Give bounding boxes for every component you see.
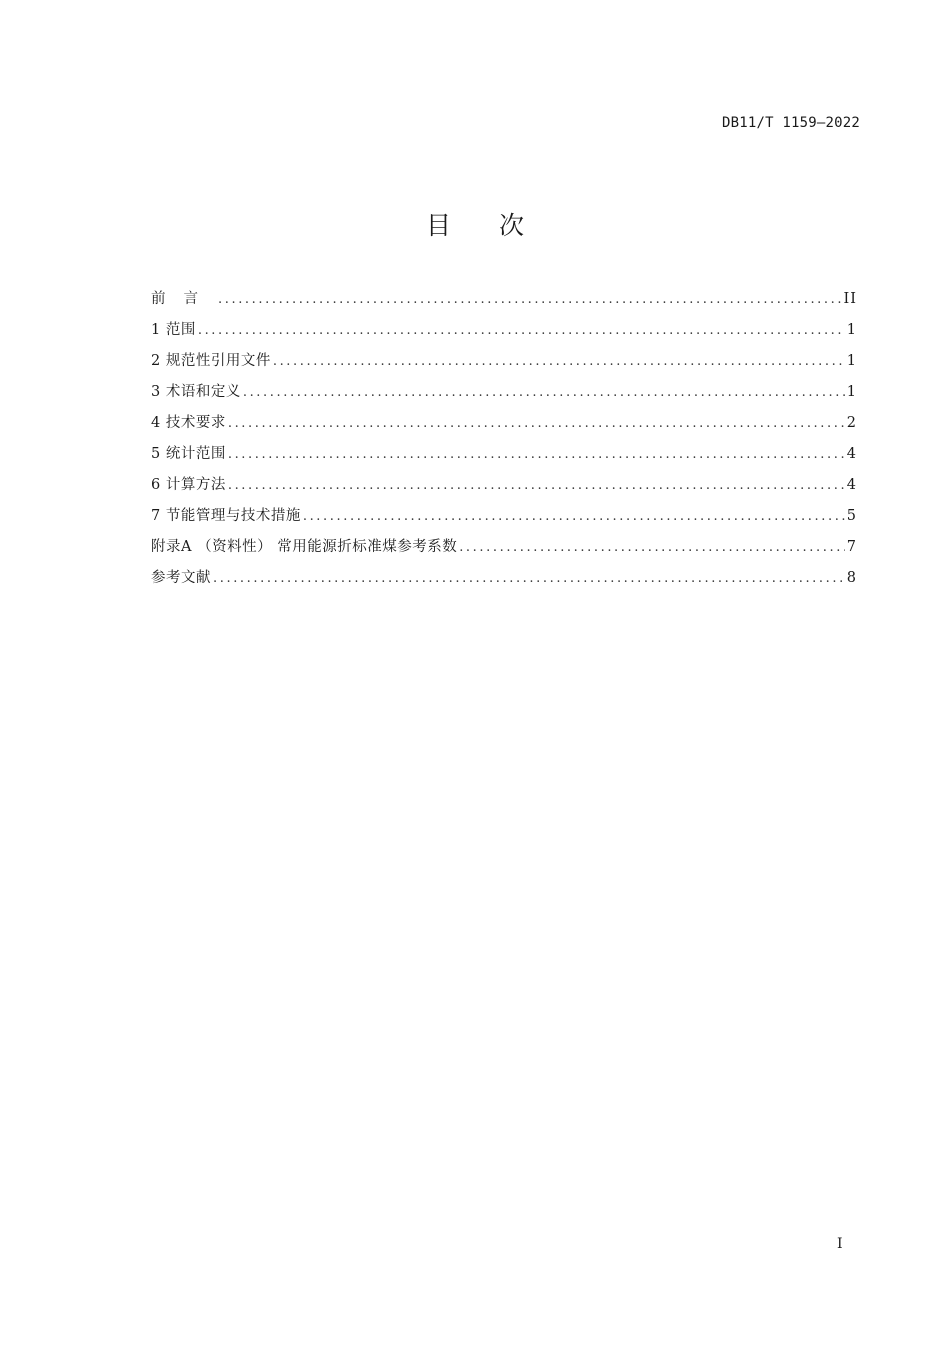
toc-entry-label: 参考文献 [151, 570, 211, 586]
toc-entry-page: II [843, 291, 857, 307]
toc-entry-page: 5 [846, 508, 857, 524]
toc-entry-technical-requirements[interactable] [151, 408, 857, 439]
toc-entry-page: 4 [846, 477, 857, 493]
toc-entry-label: 7 节能管理与技术措施 [151, 508, 301, 524]
toc-title-char-2: 次 [499, 211, 525, 240]
toc-entry-label: 4 技术要求 [151, 415, 226, 431]
toc-leader-dots [228, 470, 845, 501]
toc-entry-label: 6 计算方法 [151, 477, 226, 493]
toc-entry-page: 1 [846, 384, 857, 400]
toc-leader-dots [198, 315, 845, 346]
toc-leader-dots [218, 284, 842, 315]
document-code: DB11/T 1159—2022 [721, 115, 860, 131]
toc-entry-appendix-a[interactable] [151, 532, 857, 563]
toc-entry-page: 1 [846, 322, 857, 338]
toc-leader-dots [459, 532, 845, 563]
toc-entry-energy-management[interactable] [151, 501, 857, 532]
page-number: I [837, 1236, 843, 1252]
toc-leader-dots [213, 563, 845, 594]
toc-entry-page: 4 [846, 446, 857, 462]
toc-entry-normative-references[interactable] [151, 346, 857, 377]
toc-entry-label: 2 规范性引用文件 [151, 353, 271, 369]
toc-leader-dots [273, 346, 845, 377]
toc-entry-page: 8 [846, 570, 857, 586]
toc-entry-page: 7 [846, 539, 857, 555]
toc-entry-label: 附录A （资料性） 常用能源折标准煤参考系数 [151, 539, 458, 555]
toc-entry-page: 2 [846, 415, 857, 431]
toc-leader-dots [228, 439, 845, 470]
toc-title [0, 206, 950, 242]
toc-entry-label: 3 术语和定义 [151, 384, 241, 400]
toc-entry-scope[interactable] [151, 315, 857, 346]
toc-entry-page: 1 [846, 353, 857, 369]
toc-entry-label: 5 统计范围 [151, 446, 226, 462]
toc-entry-label: 前言 [151, 291, 216, 307]
toc-leader-dots [228, 408, 845, 439]
toc-leader-dots [243, 377, 845, 408]
toc-entry-label: 1 范围 [151, 322, 196, 338]
toc-entry-calculation-method[interactable] [151, 470, 857, 501]
toc-title-char-1: 目 [425, 211, 451, 240]
toc-entry-foreword[interactable] [151, 284, 857, 315]
toc-entry-statistical-scope[interactable] [151, 439, 857, 470]
toc-entry-terms-definitions[interactable] [151, 377, 857, 408]
toc-entry-bibliography[interactable] [151, 563, 857, 594]
table-of-contents [151, 284, 857, 594]
toc-leader-dots [303, 501, 845, 532]
